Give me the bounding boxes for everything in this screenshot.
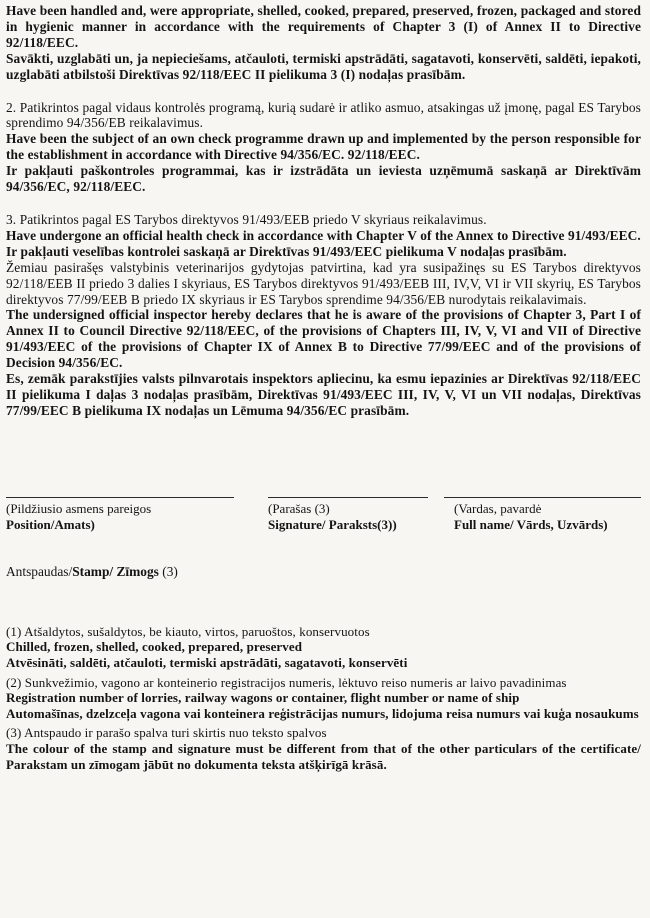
- position-label-en-lv: Position/Amats): [6, 517, 95, 533]
- full-name-signature-line: [444, 497, 641, 498]
- inspector-declaration-en: The undersigned official inspector hereby declares that he is aware of the provisions of Chapter 3, Part I of Annex II to Council Directive 92/118/EEC, of the provisions of Chapters III, IV, V, VI and VII of Directive 91/493/EEC of the provisions of Chapter IX of Annex B to Directive 77/99/EEC and of the provisions of Decision 94/356/EC.: [6, 307, 641, 371]
- certificate-clauses: [6, 3, 641, 419]
- signature-field-signature: [268, 497, 428, 534]
- footnote-1-lv: Atvēsināti, saldēti, atčauloti, termiski apstrādāti, sagatavoti, konservēti: [6, 654, 408, 670]
- signature-field-position: [6, 497, 234, 534]
- clause-3-healthcheck-lv: Ir pakļauti veselības kontrolei saskaņā ar Direktīvas 91/493/EEC pielikuma V nodaļas prasībām.: [6, 243, 567, 259]
- signature-label-en-lv: Signature/ Paraksts(3)): [268, 517, 397, 533]
- footnote-3-lt: (3) Antspaudo ir parašo spalva turi skirtis nuo teksto spalvos: [6, 725, 327, 741]
- inspector-declaration-lt: Žemiau pasirašęs valstybinis veterinarijos gydytojas patvirtina, kad yra susipažinęs su ES Tarybos direktyvos 92/118/EEB II priedo 3 dalies I skyriaus, ES Tarybos direktyvos 91/493/EEB III, IV,V, VI ir VII skyrių, ES Tarybos direktyvos 77/99/EEB B priedo IX skyriaus ir ES Tarybos sprendime 94/356/EB nurodytais reikalavimais.: [6, 259, 641, 307]
- clause-2-owncheck-lv: Ir pakļauti paškontroles programmai, kas ir izstrādāta un ieviesta uzņēmumā saskaņā ar Direktīvām 94/356/EC, 92/118/EEC.: [6, 163, 641, 195]
- stamp-label-note-ref: (3): [158, 563, 178, 579]
- clause-1-handling-en: Have been handled and, were appropriate, shelled, cooked, prepared, preserved, frozen, packaged and stored in hygienic manner in accordance with the requirements of Chapter 3 (I) of Annex II to Directive 92/118/EEC.: [6, 3, 641, 50]
- signature-label-lt: (Parašas (3): [268, 500, 330, 516]
- clause-2-owncheck-lt: 2. Patikrintos pagal vidaus kontrolės programą, kurią sudarė ir atliko asmuo, atsakingas už įmonę, pagal ES Tarybos sprendimo 94/356/EB reikalavimus.: [6, 99, 641, 131]
- footnote-2-lt: (2) Sunkvežimio, vagono ar konteinerio registracijos numeris, lėktuvo reiso numeris ar laivo pavadinimas: [6, 674, 567, 690]
- footnote-1-lt: (1) Atšaldytos, sušaldytos, be kiauto, virtos, paruoštos, konservuotos: [6, 623, 370, 639]
- clause-1-handling-lv: Savākti, uzglabāti un, ja nepieciešams, atčauloti, termiski apstrādāti, sagatavoti, konservēti, saldēti, iepakoti, uzglabāti atbilstoši Direktīvas 92/118/EEC II pielikuma 3 (I) nodaļas prasībām.: [6, 50, 641, 82]
- clause-2-owncheck-en: Have been the subject of an own check programme drawn up and implemented by the person responsible for the establishment in accordance with Directive 94/356/EC. 92/118/EEC.: [6, 131, 641, 163]
- footnote-2-lv: Automašīnas, dzelzceļa vagona vai konteinera reģistrācijas numurs, lidojuma reisa numurs vai kuģa nosaukums: [6, 705, 639, 721]
- signature-block: [6, 497, 641, 534]
- clause-3-healthcheck-en: Have undergone an official health check in accordance with Chapter V of the Annex to Directive 91/493/EEC.: [6, 227, 641, 243]
- stamp-label-en-lv: Stamp/ Zīmogs: [72, 563, 159, 579]
- footnotes: [6, 624, 641, 772]
- footnote-1-en: Chilled, frozen, shelled, cooked, prepared, preserved: [6, 639, 303, 655]
- signature-field-full-name: [442, 497, 641, 534]
- full-name-label-en-lv: Full name/ Vārds, Uzvārds): [454, 517, 608, 533]
- footnote-3-en-lv: The colour of the stamp and signature must be different from that of the other particulars of the certificate/ Parakstam un zīmogam jābūt no dokumenta teksta atšķirīgā krāsā.: [6, 740, 641, 772]
- position-signature-line: [6, 497, 234, 498]
- stamp-label: [6, 564, 641, 580]
- position-label-lt: (Pildžiusio asmens pareigos: [6, 500, 152, 516]
- clause-3-healthcheck-lt: 3. Patikrintos pagal ES Tarybos direktyvos 91/493/EEB priedo V skyriaus reikalavimus.: [6, 211, 487, 227]
- signature-signature-line: [268, 497, 428, 498]
- footnote-2-en: Registration number of lorries, railway wagons or container, flight number or name of ship: [6, 690, 520, 706]
- inspector-declaration-lv: Es, zemāk parakstījies valsts pilnvarotais inspektors apliecinu, ka esmu iepazinies ar Direktīvas 92/118/EEC II pielikuma I daļas 3 nodaļas prasībām, Direktīvas 91/493/EEC III, IV, V, VI un VII nodaļas, Direktīvas 77/99/EEC B pielikuma IX nodaļas un Lēmuma 94/356/EC prasībām.: [6, 371, 641, 418]
- full-name-label-lt: (Vardas, pavardė: [454, 500, 542, 516]
- stamp-label-lt: Antspaudas/: [6, 563, 73, 579]
